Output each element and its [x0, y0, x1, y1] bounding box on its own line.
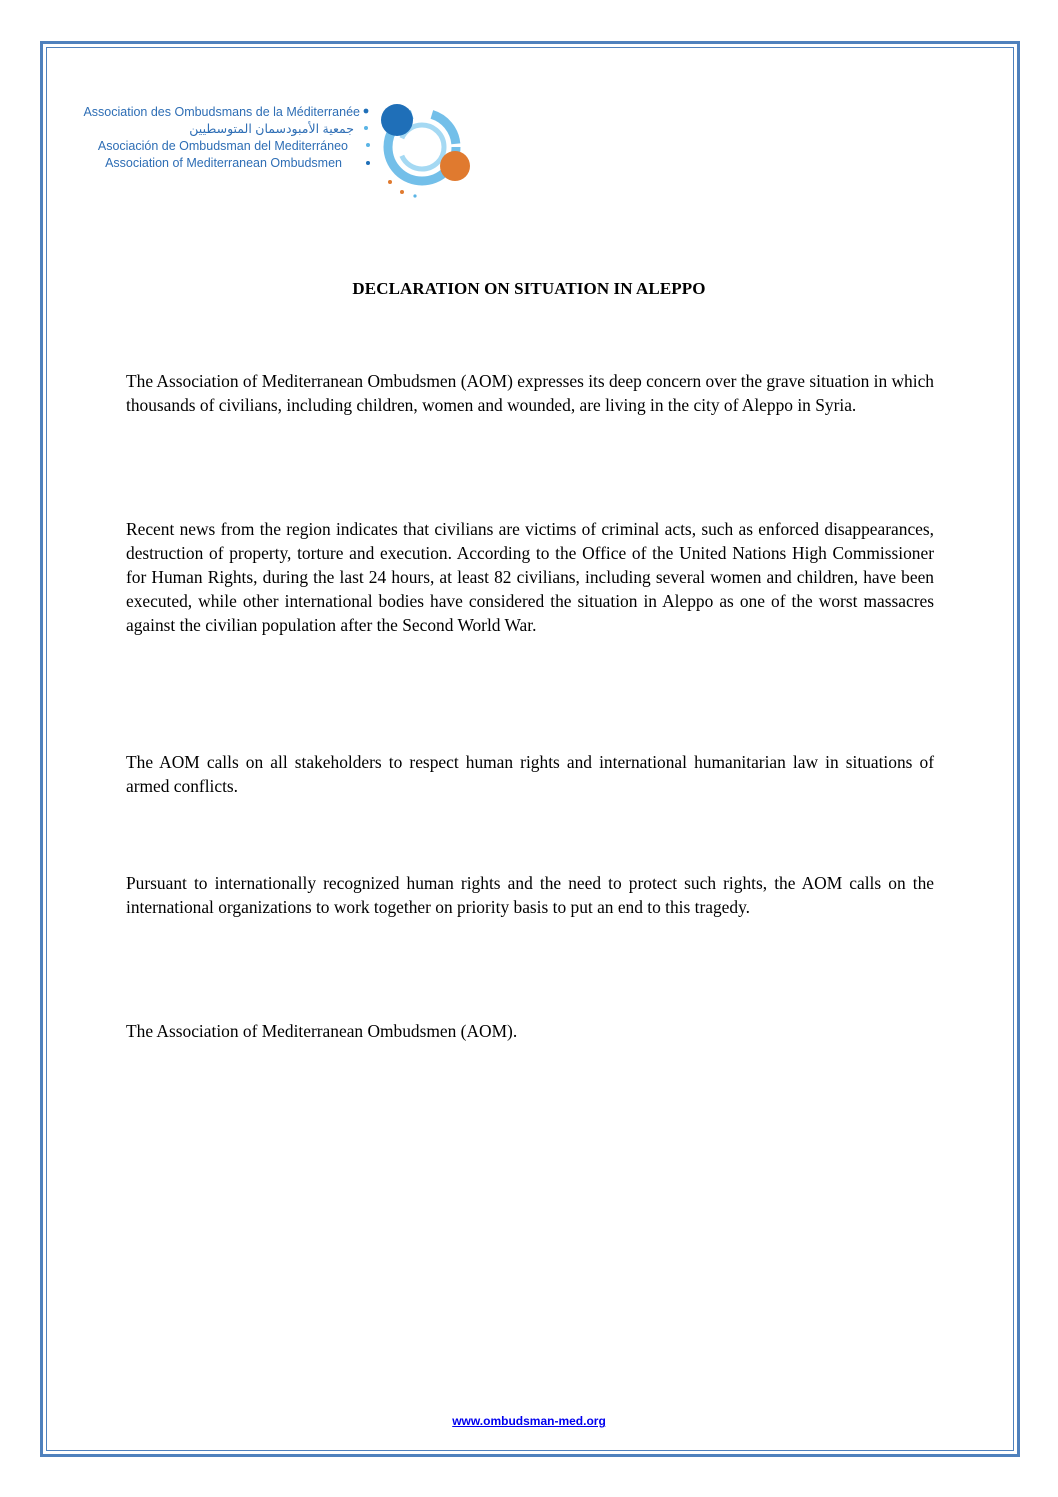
logo-line-english: Association of Mediterranean Ombudsmen [105, 156, 342, 170]
organization-logo [80, 92, 480, 202]
logo-dot [366, 143, 370, 147]
page-border-inner [46, 47, 1014, 1451]
logo-line-spanish: Asociación de Ombudsman del Mediterráneo [97, 139, 348, 153]
logo-line-french: Association des Ombudsmans de la Méditerranée [83, 105, 360, 119]
paragraph-concern: The Association of Mediterranean Ombudsmen (AOM) expresses its deep concern over the grave situation in which thousands of civilians, including children, women and wounded, are living in the city of Aleppo in Syria. [126, 371, 934, 415]
logo-dot [388, 180, 392, 184]
logo-dot [400, 190, 404, 194]
website-link[interactable]: www.ombudsman-med.org [452, 1414, 606, 1428]
paragraph-call-organizations: Pursuant to internationally recognized human rights and the need to protect such rights, the AOM calls on the international organizations to work together on priority basis to put an end to this tragedy. [126, 873, 934, 917]
logo-line-arabic: جمعية الأمبودسمان المتوسطيين [189, 122, 354, 136]
logo-text [83, 104, 372, 172]
logo-orange-circle [440, 151, 470, 181]
document-title: DECLARATION ON SITUATION IN ALEPPO [352, 279, 706, 298]
logo-dot [413, 194, 416, 197]
logo-dot [366, 161, 370, 165]
paragraph-signature: The Association of Mediterranean Ombudsmen (AOM). [126, 1021, 518, 1041]
logo-blue-circle [381, 104, 413, 136]
logo-circles-graphic [360, 92, 480, 202]
logo-dot [364, 109, 369, 114]
paragraph-recent-news: Recent news from the region indicates that civilians are victims of criminal acts, such as enforced disappearances, destruction of property, torture and execution. According to the Office of the United Nations High Commissioner for Human Rights, during the last 24 hours, at least 82 civilians, including several women and children, have been executed, while other international bodies have considered the situation in Aleppo as one of the worst massacres against the civilian population after the Second World War. [126, 519, 934, 635]
paragraph-call-stakeholders: The AOM calls on all stakeholders to respect human rights and international humanitarian law in situations of armed conflicts. [126, 752, 934, 796]
logo-dot [364, 126, 368, 130]
